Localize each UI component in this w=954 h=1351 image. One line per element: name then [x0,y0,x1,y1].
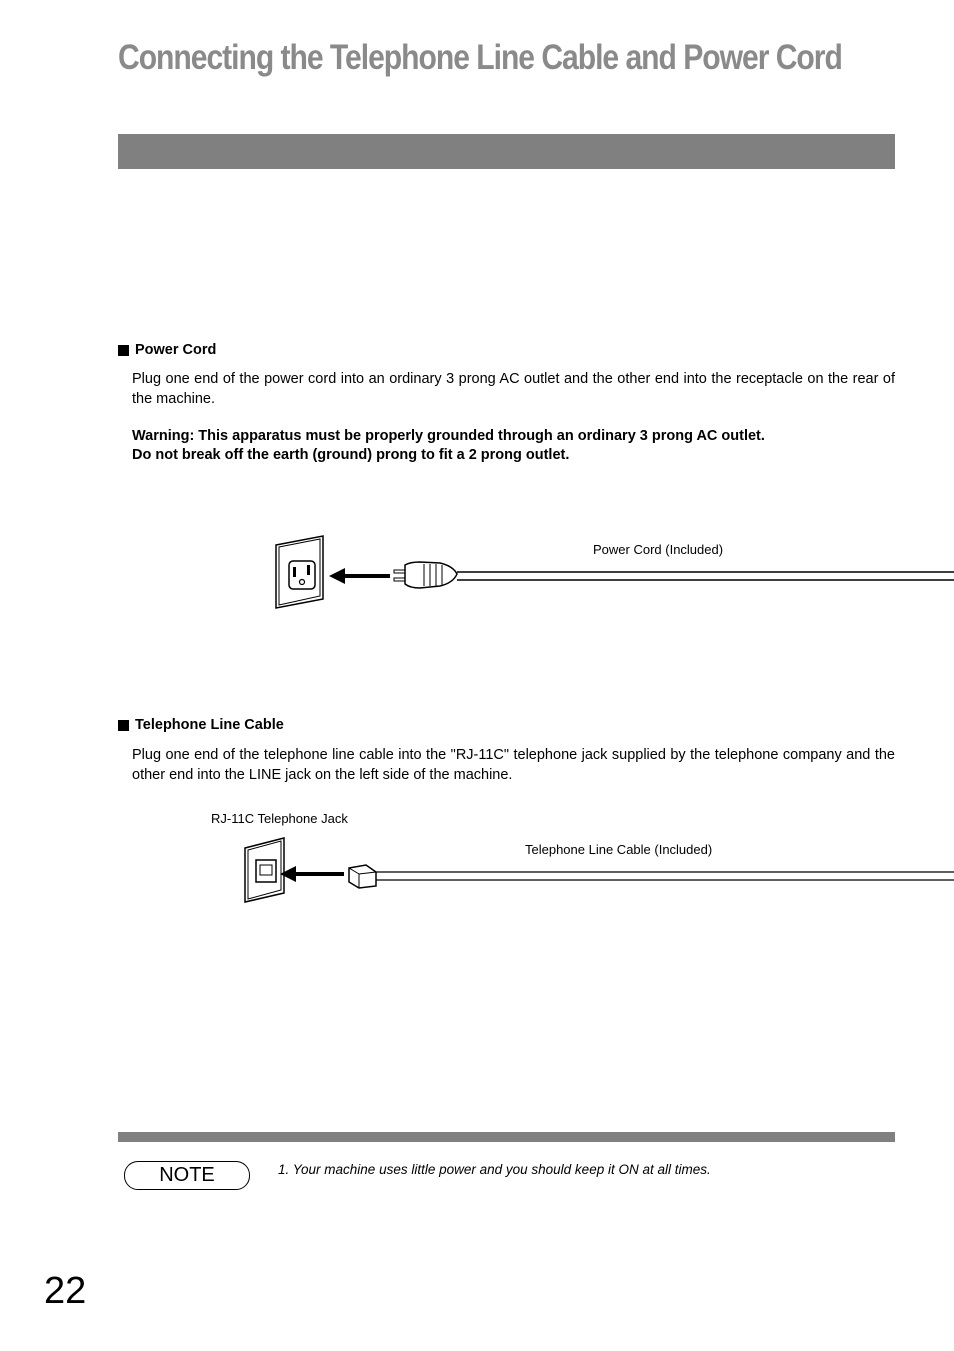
telephone-line-body: Plug one end of the telephone line cable into the "RJ-11C" telephone jack supplied by the telephone company and the other end into the LINE jack on the left side of the machine. [132,747,895,783]
telephone-cable-label: Telephone Line Cable (Included) [525,842,713,857]
power-plug-icon [394,562,457,588]
telephone-cable-line [376,872,954,880]
page-number: 22 [44,1270,87,1312]
rj11c-jack-label: RJ-11C Telephone Jack [211,811,348,826]
power-cord-heading-text: Power Cord [135,342,217,358]
left-arrow-icon [329,568,390,584]
telephone-jack-icon [245,838,284,902]
power-cord-body: Plug one end of the power cord into an ordinary 3 prong AC outlet and the other end into the receptacle on the rear of the machine. [132,371,895,407]
ac-outlet-icon [276,536,323,608]
note-text: 1. Your machine uses little power and you should keep it ON at all times. [278,1162,711,1177]
power-cord-label: Power Cord (Included) [593,542,724,557]
page-title: Connecting the Telephone Line Cable and Power Cord [118,38,842,77]
left-arrow-icon [280,866,344,882]
rj11-plug-icon [349,865,376,888]
footer-bar [118,1132,895,1142]
telephone-line-heading-text: Telephone Line Cable [135,717,284,733]
power-cord-warning-line1: Warning: This apparatus must be properly grounded through an ordinary 3 prong AC outlet. [132,428,765,444]
power-cord-line [457,572,954,580]
note-badge: NOTE [124,1161,250,1190]
power-cord-warning-line2: Do not break off the earth (ground) prong to fit a 2 prong outlet. [132,447,570,463]
